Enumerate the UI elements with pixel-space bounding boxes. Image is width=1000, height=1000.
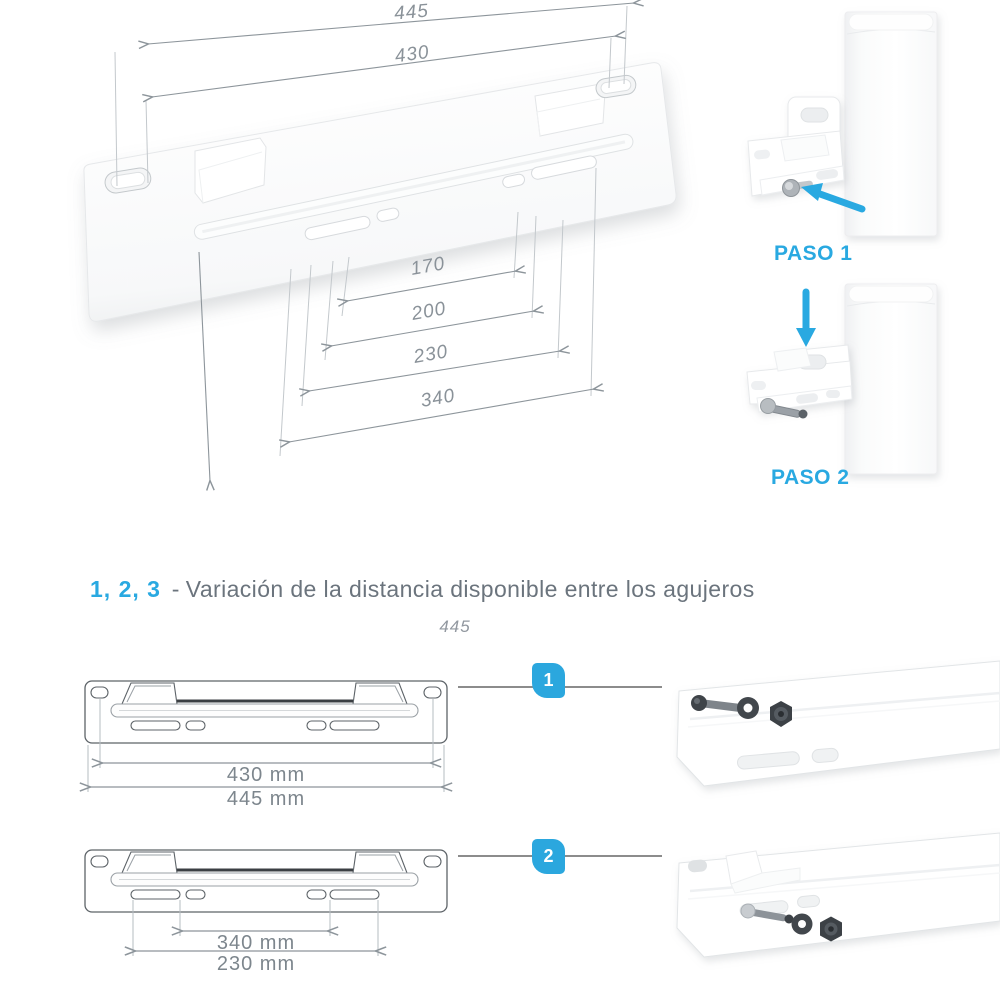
dim-label-170: 170 xyxy=(409,253,447,280)
step1-label: PASO 1 xyxy=(774,242,853,265)
variant1-badge: 1 xyxy=(532,663,565,698)
variant2-badge: 2 xyxy=(532,839,565,874)
dim-label-200: 200 xyxy=(410,298,448,325)
dim-label-340mm: 340 mm xyxy=(216,932,296,954)
dim-label-230mm: 230 mm xyxy=(216,953,296,975)
variant2-photo xyxy=(677,833,1000,957)
arrow-down-icon xyxy=(796,292,816,347)
tv-panel xyxy=(845,12,937,236)
washer xyxy=(792,914,813,935)
dim-label-445mm: 445 mm xyxy=(226,788,306,810)
step1-photo xyxy=(748,12,937,236)
flat-bracket-drawing xyxy=(85,681,447,743)
dim-label-430mm: 430 mm xyxy=(226,764,306,786)
section-title-numbers: 1, 2, 3 xyxy=(90,576,161,602)
dim-label-340: 340 xyxy=(419,385,457,412)
perspective-diagram xyxy=(84,1,676,481)
dim-label-430: 430 xyxy=(393,41,431,68)
section-title-separator: - xyxy=(171,576,180,602)
section-title xyxy=(90,576,755,603)
tv-panel xyxy=(845,284,937,474)
step2-label: PASO 2 xyxy=(771,466,850,489)
flat-bracket-drawing-2 xyxy=(85,850,447,912)
step2-photo xyxy=(747,284,937,474)
dim-label-230: 230 xyxy=(412,341,450,368)
washer xyxy=(737,697,759,719)
dimension-note: 445 xyxy=(439,617,471,636)
section-title-text: Variación de la distancia disponible entre los agujeros xyxy=(185,576,755,602)
dim-label-445: 445 xyxy=(393,0,430,25)
variant1-photo xyxy=(677,661,1000,786)
